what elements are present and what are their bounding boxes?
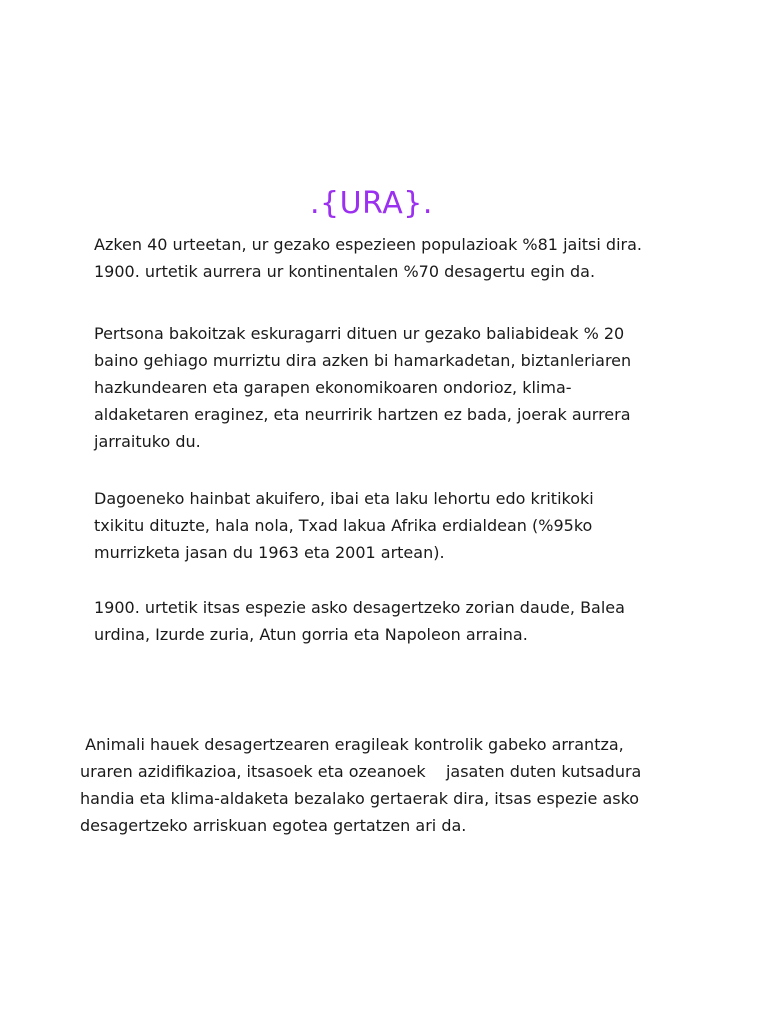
paragraph-3 [94,485,694,566]
paragraph-5 [80,731,695,839]
document-title: .{URA}. [310,186,433,221]
paragraph-line: txikitu dituzte, hala nola, Txad lakua Afrika erdialdean (%95ko [94,516,593,535]
paragraph-line: desagertzeko arriskuan egotea gertatzen ari da. [80,816,467,835]
paragraph-line: 1900. urtetik itsas espezie asko desagertzeko zorian daude, Balea [94,598,625,617]
paragraph-line: uraren azidifikazioa, itsasoek eta ozeanoek jasaten duten kutsadura [80,762,642,781]
paragraph-line: Dagoeneko hainbat akuifero, ibai eta laku lehortu edo kritikoki [94,489,594,508]
paragraph-4 [94,594,694,648]
paragraph-line: 1900. urtetik aurrera ur kontinentalen %70 desagertu egin da. [94,262,596,281]
paragraph-line: Azken 40 urteetan, ur gezako espezieen populazioak %81 jaitsi dira. [94,235,642,254]
paragraph-1 [94,231,694,285]
paragraph-line: handia eta klima-aldaketa bezalako gertaerak dira, itsas espezie asko [80,789,640,808]
paragraph-line: jarraituko du. [94,432,201,451]
paragraph-line: hazkundearen eta garapen ekonomikoaren ondorioz, klima- [94,378,572,397]
paragraph-line: urdina, Izurde zuria, Atun gorria eta Napoleon arraina. [94,625,528,644]
paragraph-line: baino gehiago murriztu dira azken bi hamarkadetan, biztanleriaren [94,351,632,370]
paragraph-line: Pertsona bakoitzak eskuragarri dituen ur gezako baliabideak % 20 [94,324,625,343]
paragraph-2 [94,320,694,455]
paragraph-line: aldaketaren eraginez, eta neurririk hartzen ez bada, joerak aurrera [94,405,631,424]
paragraph-line: Animali hauek desagertzearen eragileak kontrolik gabeko arrantza, [80,735,624,754]
paragraph-line: murrizketa jasan du 1963 eta 2001 artean). [94,543,445,562]
